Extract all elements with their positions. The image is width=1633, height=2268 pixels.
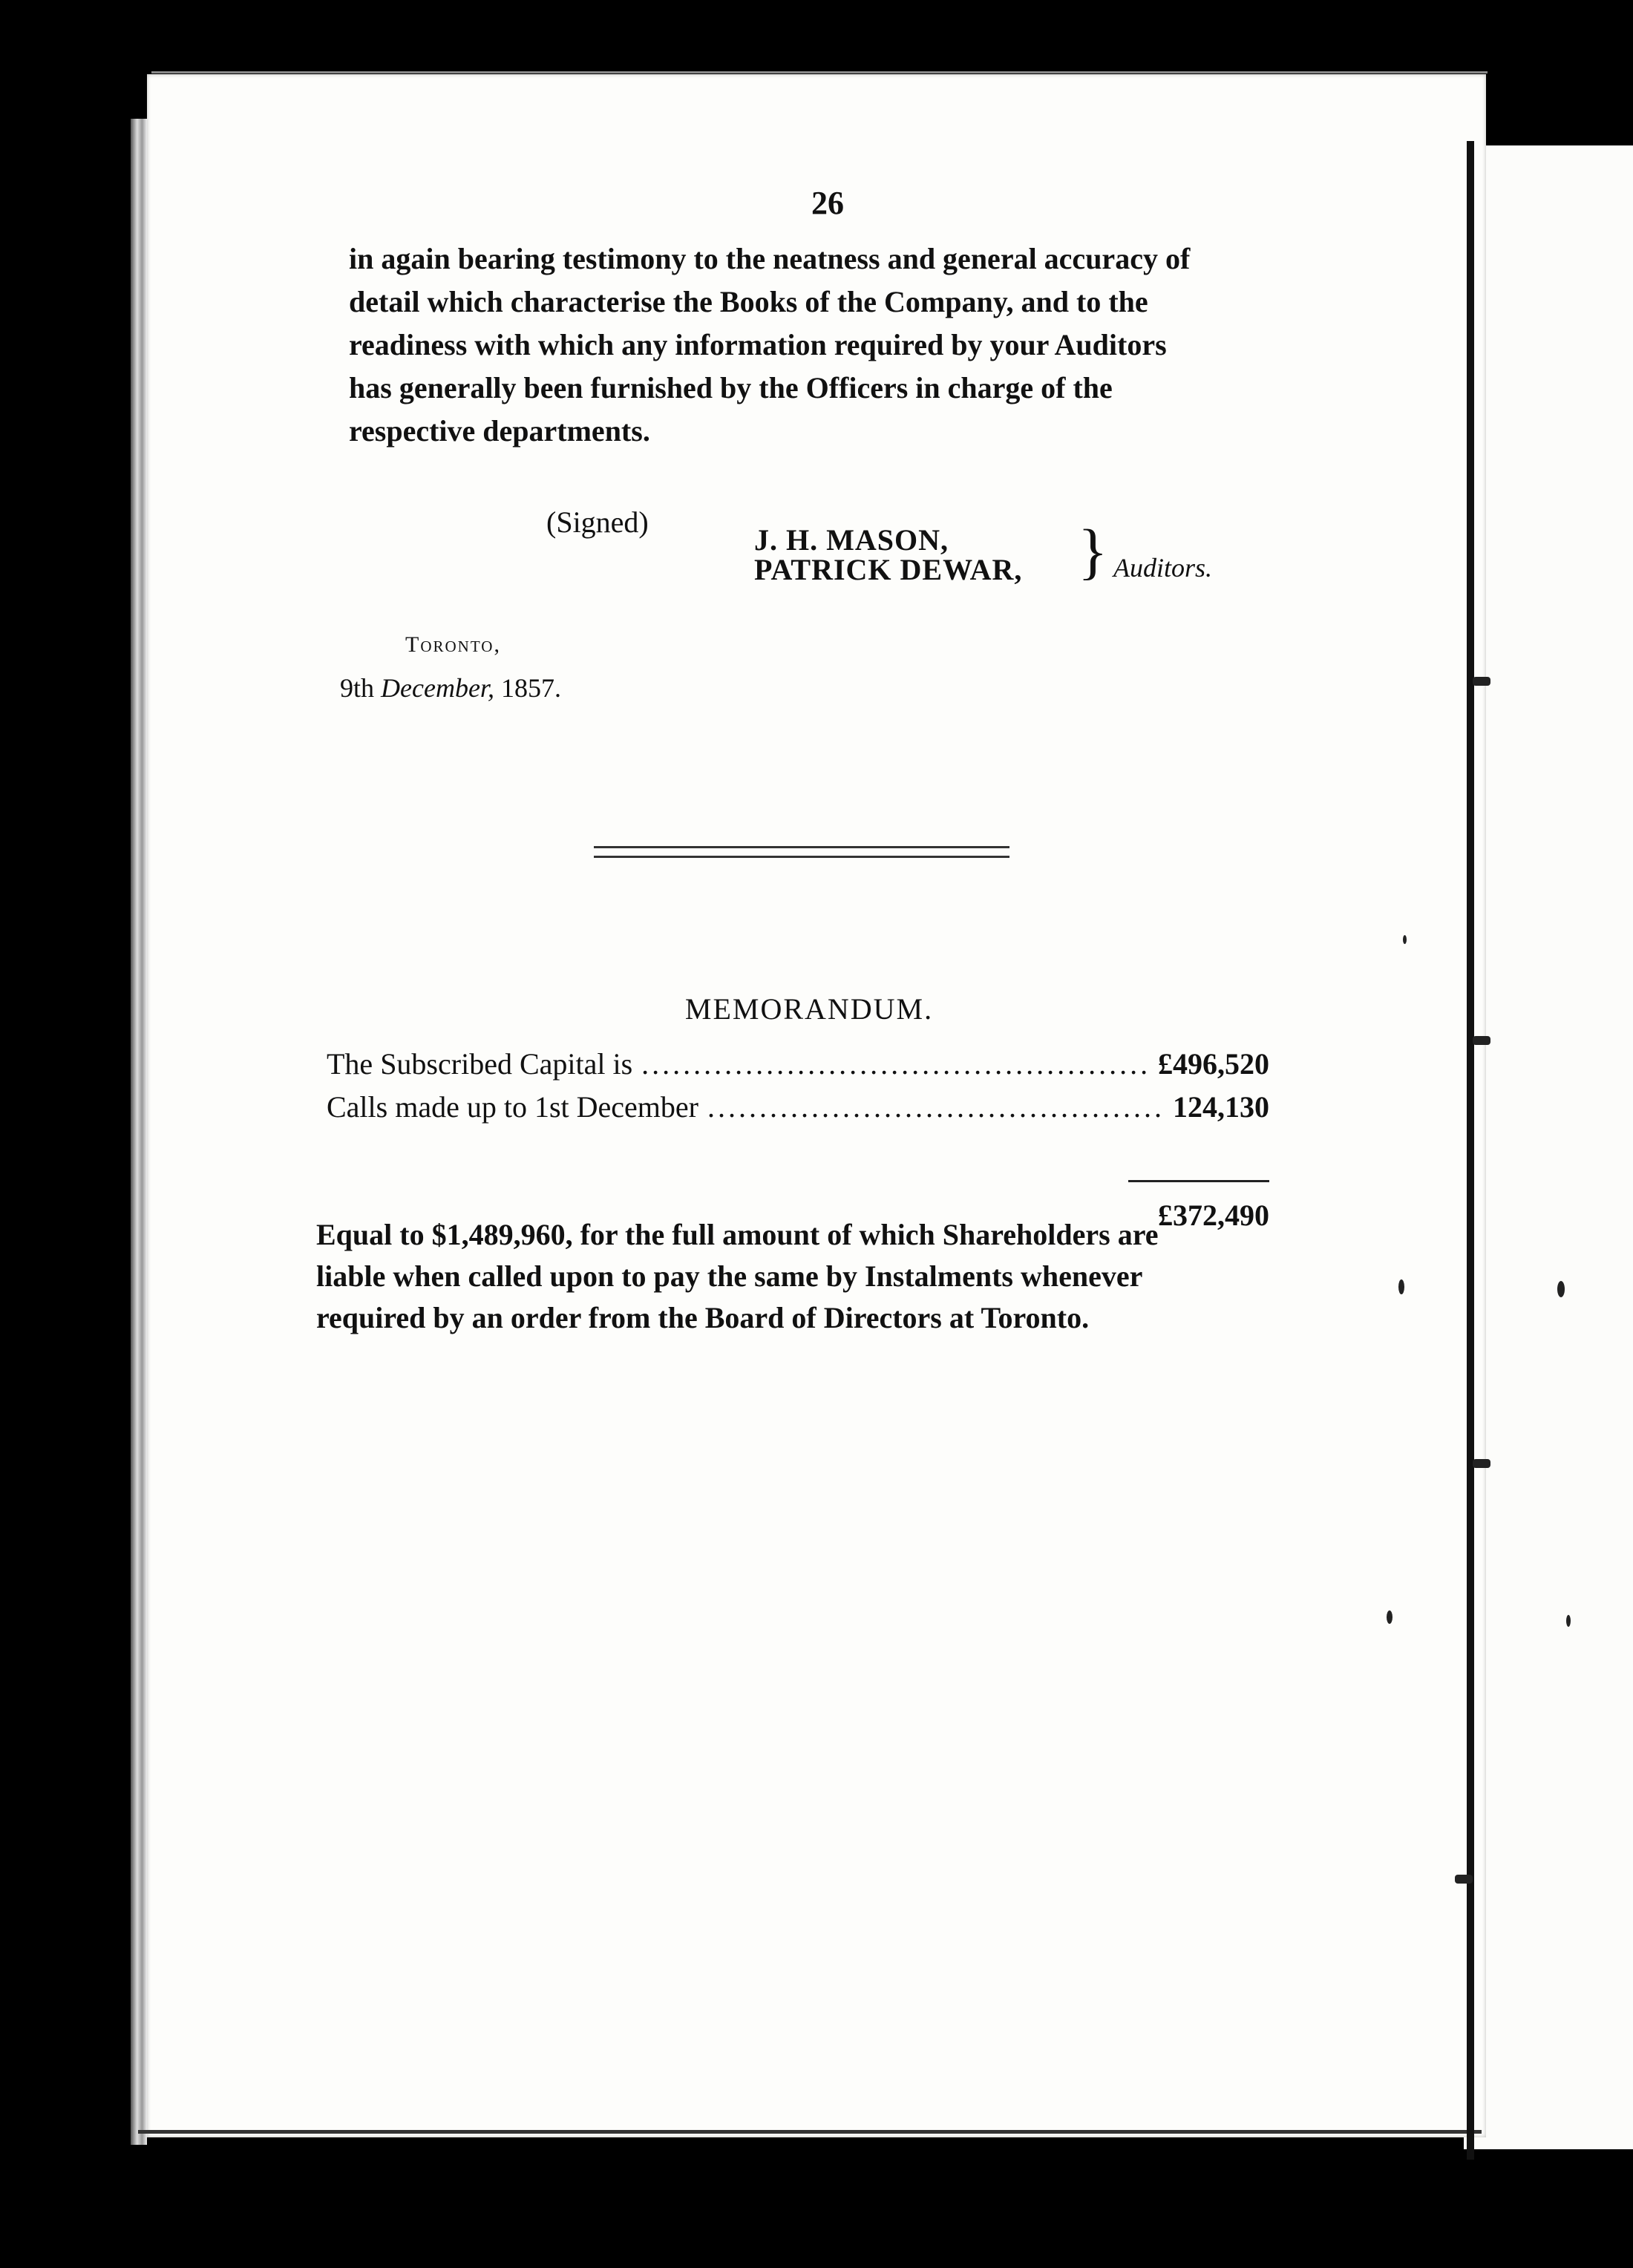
leader-dots [707,1089,1164,1124]
leader-dots [641,1046,1149,1081]
memo-row [327,1046,1269,1081]
total-rule [1128,1180,1269,1182]
memo-row-amount: 124,130 [1173,1090,1269,1124]
binding-stitch [1473,1459,1490,1468]
page-binding-edge [131,119,147,2145]
auditor-name: PATRICK DEWAR, [754,553,1023,586]
place-name: Toronto, [405,632,501,657]
body-paragraph [349,237,1299,453]
scan-speck [1557,1281,1565,1297]
binding-stitch [1455,1875,1473,1884]
binding-gutter [1467,141,1474,2160]
memorandum-title: MEMORANDUM. [684,992,934,1026]
body-line: respective departments. [349,414,650,448]
body-line: in again bearing testimony to the neatness and general accuracy of [349,242,1191,275]
page-top-border [151,71,1488,73]
section-divider [594,846,1009,858]
conclusion-line: Equal to $1,489,960, for the full amount of which Shareholders are [316,1218,1159,1251]
date-day: 9th [340,673,375,703]
conclusion-line: liable when called upon to pay the same by Instalments whenever [316,1259,1143,1293]
body-line: detail which characterise the Books of the Company, and to the [349,285,1148,318]
memo-row [327,1089,1269,1124]
scan-speck [1387,1610,1393,1624]
scan-speck [1403,935,1407,944]
binding-stitch [1473,677,1490,686]
facing-page-edge [1464,145,1633,2149]
signature-date [340,672,561,704]
conclusion-line: required by an order from the Board of Directors at Toronto. [316,1301,1090,1334]
auditor-name: J. H. MASON, [754,523,949,557]
signed-label: (Signed) [546,505,649,539]
body-line: has generally been furnished by the Officers in charge of the [349,371,1113,404]
page-number: 26 [811,185,844,221]
date-year: 1857. [500,673,561,703]
auditors-brace: } [1078,517,1108,586]
memo-total: £372,490 [1158,1199,1269,1232]
memo-row-label: Calls made up to 1st December [327,1090,698,1124]
page-bottom-border [138,2130,1482,2134]
memo-row-amount: £496,520 [1158,1047,1269,1081]
auditors-role-label: Auditors. [1113,553,1213,583]
scan-speck [1398,1279,1404,1294]
memo-row-label: The Subscribed Capital is [327,1047,633,1081]
binding-stitch [1473,1036,1490,1045]
scan-speck [1566,1615,1571,1627]
body-line: readiness with which any information required by your Auditors [349,328,1167,361]
conclusion-paragraph [316,1214,1274,1339]
date-month: December, [381,673,494,703]
